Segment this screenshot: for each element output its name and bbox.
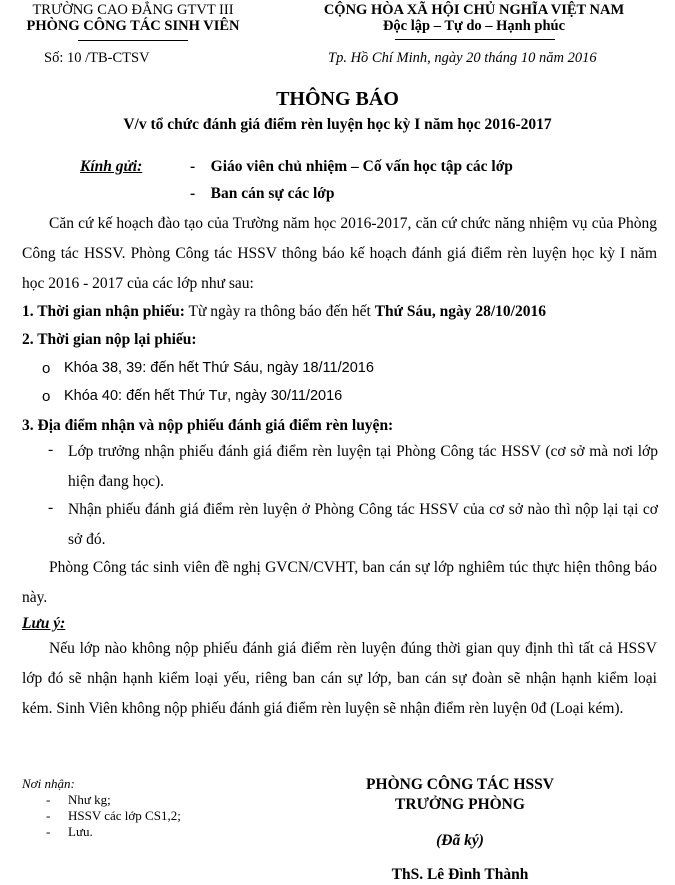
section-1-text: Từ ngày ra thông báo đến hết xyxy=(184,303,375,320)
dash-icon: - xyxy=(46,792,51,807)
note-label: Lưu ý: xyxy=(22,615,66,632)
header-left-rule xyxy=(78,40,188,41)
section-2-item: Khóa 40: đến hết Thứ Tư, ngày 30/11/2016 xyxy=(64,388,343,404)
note-paragraph: Nếu lớp nào không nộp phiếu đánh giá điểm rèn luyện đúng thời gian quy định thì tất cả HSSV lớp đó sẽ nhận hạnh kiểm loại yếu, riêng ban cán sự lớp, ban cán sự đoàn sẽ nhận hạnh kiểm loại kém. Sinh Viên không nộp phiếu đánh giá điểm rèn luyện sẽ nhận điểm rèn luyện 0đ (Loại kém). xyxy=(22,640,657,717)
intro-paragraph: Căn cứ kế hoạch đào tạo của Trường năm học 2016-2017, căn cứ chức năng nhiệm vụ của Phòng Công tác HSSV. Phòng Công tác HSSV thông báo kế hoạch đánh giá điểm rèn luyện học kỳ I năm học 2016 - 2017 của các lớp như sau: xyxy=(22,215,657,292)
page-subject: V/v tổ chức đánh giá điểm rèn luyện học kỳ I năm học 2016-2017 xyxy=(123,116,552,133)
dash-icon: - xyxy=(48,441,54,458)
organization-name: TRƯỜNG CAO ĐẲNG GTVT III xyxy=(32,2,234,18)
distribution-item: HSSV các lớp CS1,2; xyxy=(68,808,181,823)
document-number: Số: 10 /TB-CTSV xyxy=(44,50,150,66)
place-and-date: Tp. Hồ Chí Minh, ngày 20 tháng 10 năm 2016 xyxy=(328,50,597,66)
closing-paragraph: Phòng Công tác sinh viên đề nghị GVCN/CVHT, ban cán sự lớp nghiêm túc thực hiện thông báo này. xyxy=(22,559,657,606)
page-title: THÔNG BÁO xyxy=(276,88,399,110)
national-motto: Độc lập – Tự do – Hạnh phúc xyxy=(382,18,566,34)
national-title: CỘNG HÒA XÃ HỘI CHỦ NGHĨA VIỆT NAM xyxy=(323,2,625,18)
dash-icon: - xyxy=(46,808,51,823)
section-2-item: Khóa 38, 39: đến hết Thứ Sáu, ngày 18/11/2016 xyxy=(64,360,374,376)
section-3-item: Lớp trưởng nhận phiếu đánh giá điểm rèn luyện tại Phòng Công tác HSSV (cơ sở mà nơi lớp hiện đang học). xyxy=(68,443,658,490)
recipient-item: - Giáo viên chủ nhiệm – Cố vấn học tập các lớp xyxy=(190,158,513,175)
distribution-item: Như kg; xyxy=(68,792,111,807)
section-1-deadline: Thứ Sáu, ngày 28/10/2016 xyxy=(374,303,546,320)
section-1-heading: 1. Thời gian nhận phiếu: xyxy=(22,303,185,320)
recipient-item: - Ban cán sự các lớp xyxy=(190,185,335,202)
section-1 xyxy=(22,303,546,321)
distribution-item: Lưu. xyxy=(68,824,93,839)
signature-name: ThS. Lê Đình Thành xyxy=(391,866,529,883)
section-2-heading: 2. Thời gian nộp lại phiếu: xyxy=(22,331,197,348)
signature-position: TRƯỞNG PHÒNG xyxy=(395,796,525,813)
bullet-icon: o xyxy=(42,388,51,405)
department-name: PHÒNG CÔNG TÁC SINH VIÊN xyxy=(26,18,240,34)
section-3-heading: 3. Địa điểm nhận và nộp phiếu đánh giá điểm rèn luyện: xyxy=(22,417,394,434)
dash-icon: - xyxy=(48,499,54,516)
signature-signed: (Đã ký) xyxy=(436,832,484,849)
recipients-label: Kính gửi: xyxy=(80,158,143,175)
header-right-rule xyxy=(395,39,555,40)
distribution-label: Nơi nhận: xyxy=(22,776,75,791)
signature-office: PHÒNG CÔNG TÁC HSSV xyxy=(366,776,554,793)
section-3-item: Nhận phiếu đánh giá điểm rèn luyện ở Phòng Công tác HSSV của cơ sở nào thì nộp lại tại cơ sở đó. xyxy=(68,501,658,548)
dash-icon: - xyxy=(46,824,51,839)
bullet-icon: o xyxy=(42,360,51,377)
